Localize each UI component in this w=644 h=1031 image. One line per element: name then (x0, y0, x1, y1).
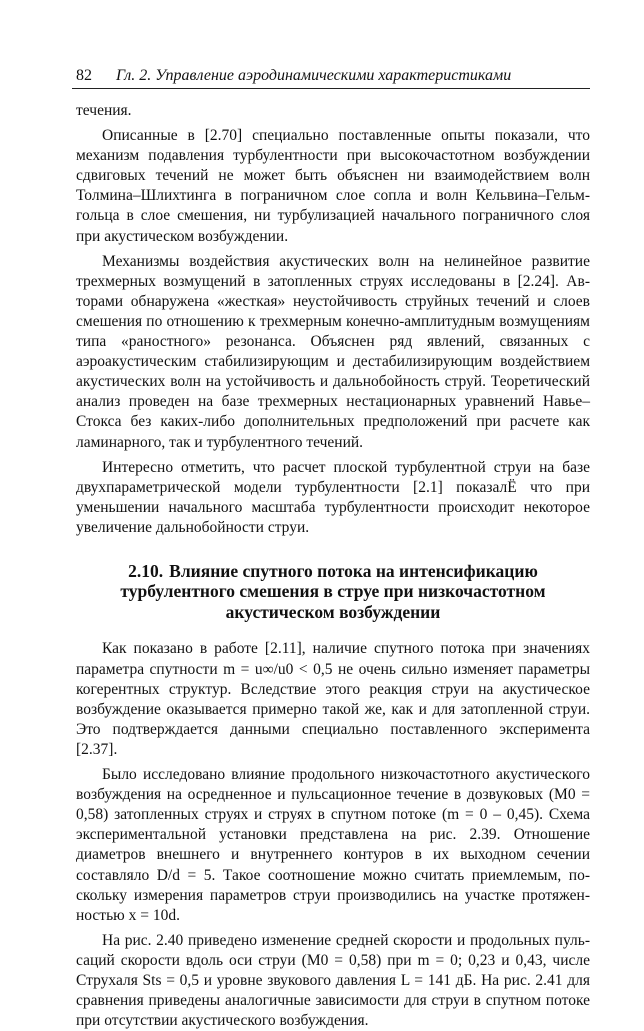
section-heading-line-1 (76, 561, 590, 582)
section-title-line-2: турбулентного смешения в струе при низкочастотном (120, 581, 546, 602)
running-title: Гл. 2. Управление аэродинамическими характеристиками (116, 67, 512, 84)
paragraph: Было исследовано влияние продольного низкочастотного акустического возбуждения на осредненное и пульсационное течение в дозвуковых (M0 = 0,58) затопленных струях и струях в спутном потоке (m = 0 – 0,45). Схема экспериментальной установки представлена на рис. 2.39. Отношение диаметров внешнего и внутреннего контуров в их выходном сечении составляло D/d = 5. Такое соотношение можно считать приемлемым, поскольку измерения параметров струи производились на участке протяженностью x = 10d. (76, 766, 590, 924)
paragraph: Механизмы воздействия акустических волн на нелинейное развитие трехмерных возмущений в затопленных струях исследованы в [2.24]. Авторами обнаружена «жесткая» неустойчивость струйных течений и слоев смешения по отношению к трехмерным конечно-амплитудным возмущениям типа «раностного» резонанса. Объяснен ряд явлений, связанных с аэроакустическим стабилизирующим и дестабилизирующим воздействием акустических волн на устойчивость и дальнобойность струй. Теоретический анализ проведен на базе трехмерных нестационарных уравнений Навье–Стокса без каких-либо дополнительных предположений при расчете как ламинарного, так и турбулентного течений. (76, 252, 590, 451)
paragraph: Описанные в [2.70] специально поставленные опыты показали, что механизм подавления турбулентности при высокочастотном возбуждении сдвиговых течений не может быть объяснен ни взаимодействием волн Толмина–Шлихтинга в пограничном слое сопла и волн Кельвина–Гельмгольца в слое смешения, ни турбулизацией начального пограничного слоя при акустическом возбуждении. (76, 127, 590, 245)
page-number: 82 (76, 67, 92, 84)
page-body (76, 101, 590, 1031)
paragraph: Как показано в работе [2.11], наличие спутного потока при значениях параметра спутности m = u∞/u0 < 0,5 не очень сильно изменяет параметры когерентных структур. Вследствие этого реакция струи на акустическое возбуждение оказывается примерно такой же, как и для затопленной струи. Это подтверждается данными специально поставленного эксперимента [2.37]. (76, 640, 590, 758)
section-number: 2.10. (128, 560, 164, 581)
section-heading (76, 561, 590, 623)
paragraph-continuation: течения. (76, 102, 132, 119)
section-title-line-3: акустическом возбуждении (225, 601, 441, 622)
running-header (72, 62, 590, 89)
paragraph: На рис. 2.40 приведено изменение средней скорости и продольных пульсаций скорости вдоль оси струи (M0 = 0,58) при m = 0; 0,23 и 0,43, числе Струхаля Sts = 0,5 и уровне звукового давления L = 141 дБ. На рис. 2.41 для сравнения приведены аналогичные зависимости для струи в спутном потоке при отсутствии акустического возбуждения. (76, 931, 590, 1030)
paragraph: Интересно отметить, что расчет плоской турбулентной струи на базе двухпараметрической модели турбулентности [2.1] показалЁ что при уменьшении начального масштаба турбулентности происходит некоторое увеличение дальнобойности струи. (76, 458, 590, 536)
section-title-line-1: Влияние спутного потока на интенсификацию (169, 560, 538, 581)
